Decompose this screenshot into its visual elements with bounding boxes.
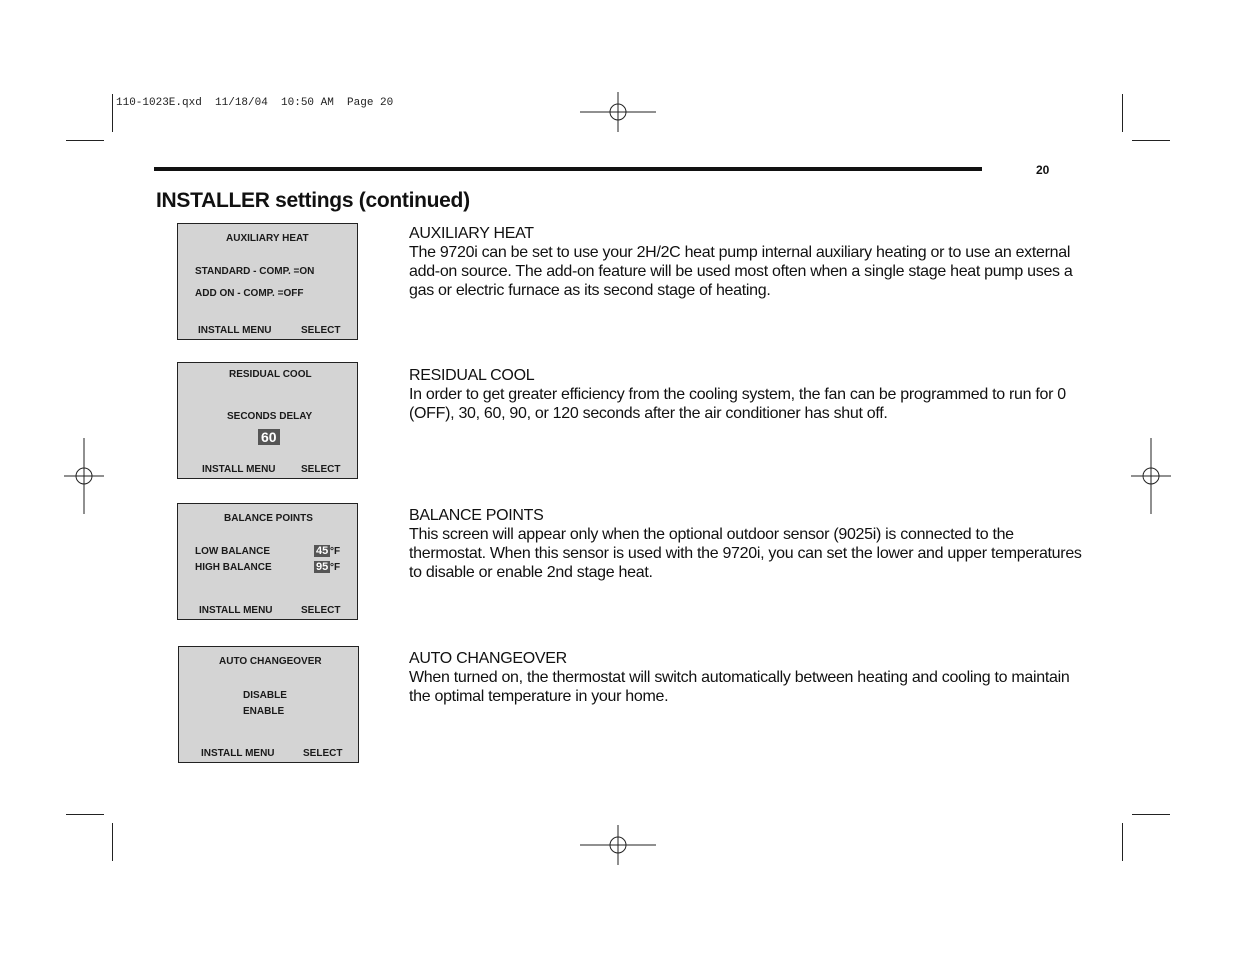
section-heading: RESIDUAL COOL bbox=[409, 367, 535, 384]
lcd-select-label: SELECT bbox=[303, 748, 343, 759]
section-body: In order to get greater efficiency from the cooling system, the fan can be programmed to run for 0 (OFF), 30, 60, 90, or 120 seconds after the air conditioner has shut off. bbox=[409, 386, 1066, 422]
crop-mark bbox=[1132, 140, 1170, 141]
section-heading: AUXILIARY HEAT bbox=[409, 225, 534, 242]
crop-mark bbox=[1132, 814, 1170, 815]
lcd-title: AUTO CHANGEOVER bbox=[219, 656, 322, 667]
lcd-low-balance-value: 45 bbox=[316, 545, 329, 557]
lcd-option-disable: DISABLE bbox=[243, 690, 287, 701]
crop-mark bbox=[66, 140, 104, 141]
lcd-delay-value: 60 bbox=[258, 429, 280, 445]
registration-mark-icon bbox=[580, 825, 656, 865]
lcd-select-label: SELECT bbox=[301, 325, 341, 336]
lcd-screen-residual-cool bbox=[177, 362, 358, 479]
section-balance-points bbox=[409, 506, 1089, 582]
crop-mark bbox=[1122, 823, 1123, 861]
section-auto-changeover bbox=[409, 649, 1089, 706]
lcd-option-standard: STANDARD - COMP. =ON bbox=[195, 266, 315, 277]
lcd-title: BALANCE POINTS bbox=[224, 513, 313, 524]
section-heading: AUTO CHANGEOVER bbox=[409, 650, 567, 667]
lcd-screen-auto-changeover bbox=[178, 646, 359, 763]
crop-mark bbox=[112, 823, 113, 861]
lcd-seconds-delay-label: SECONDS DELAY bbox=[227, 411, 313, 422]
crop-mark bbox=[1122, 94, 1123, 132]
crop-mark bbox=[66, 814, 104, 815]
lcd-high-balance-label: HIGH BALANCE bbox=[195, 562, 272, 573]
lcd-title: AUXILIARY HEAT bbox=[226, 233, 309, 244]
lcd-title: RESIDUAL COOL bbox=[229, 369, 312, 380]
lcd-high-balance-unit: °F bbox=[330, 562, 341, 573]
page-number: 20 bbox=[1036, 163, 1050, 177]
lcd-low-balance-unit: °F bbox=[330, 546, 341, 557]
page-title: INSTALLER settings (continued) bbox=[156, 189, 470, 212]
lcd-low-balance-label: LOW BALANCE bbox=[195, 546, 270, 557]
section-auxiliary-heat bbox=[409, 224, 1089, 300]
lcd-select-label: SELECT bbox=[301, 464, 341, 475]
lcd-install-menu-label: INSTALL MENU bbox=[199, 605, 273, 616]
registration-mark-icon bbox=[1131, 438, 1171, 514]
crop-mark bbox=[112, 94, 113, 132]
section-body: When turned on, the thermostat will switch automatically between heating and cooling to maintain the optimal temperature in your home. bbox=[409, 669, 1070, 705]
section-body: The 9720i can be set to use your 2H/2C heat pump internal auxiliary heating or to use an external add-on source. The add-on feature will be used most often when a single stage heat pump uses a gas or electric furnace as its second stage of heating. bbox=[409, 244, 1073, 299]
lcd-high-balance-value: 95 bbox=[316, 561, 329, 573]
section-body: This screen will appear only when the optional outdoor sensor (9025i) is connected to the thermostat. When this sensor is used with the 9720i, you can set the lower and upper temperatures to disable or enable 2nd stage heat. bbox=[409, 526, 1082, 581]
registration-mark-icon bbox=[64, 438, 104, 514]
lcd-install-menu-label: INSTALL MENU bbox=[201, 748, 275, 759]
section-residual-cool bbox=[409, 366, 1089, 423]
lcd-install-menu-label: INSTALL MENU bbox=[198, 325, 272, 336]
print-slug: 110-1023E.qxd 11/18/04 10:50 AM Page 20 bbox=[116, 97, 394, 109]
section-heading: BALANCE POINTS bbox=[409, 507, 544, 524]
lcd-option-add-on: ADD ON - COMP. =OFF bbox=[195, 288, 304, 299]
lcd-screen-auxiliary-heat bbox=[177, 223, 358, 340]
registration-mark-icon bbox=[580, 92, 656, 132]
lcd-select-label: SELECT bbox=[301, 605, 341, 616]
lcd-install-menu-label: INSTALL MENU bbox=[202, 464, 276, 475]
lcd-screen-balance-points bbox=[177, 503, 358, 620]
header-rule bbox=[154, 167, 982, 171]
lcd-option-enable: ENABLE bbox=[243, 706, 285, 717]
